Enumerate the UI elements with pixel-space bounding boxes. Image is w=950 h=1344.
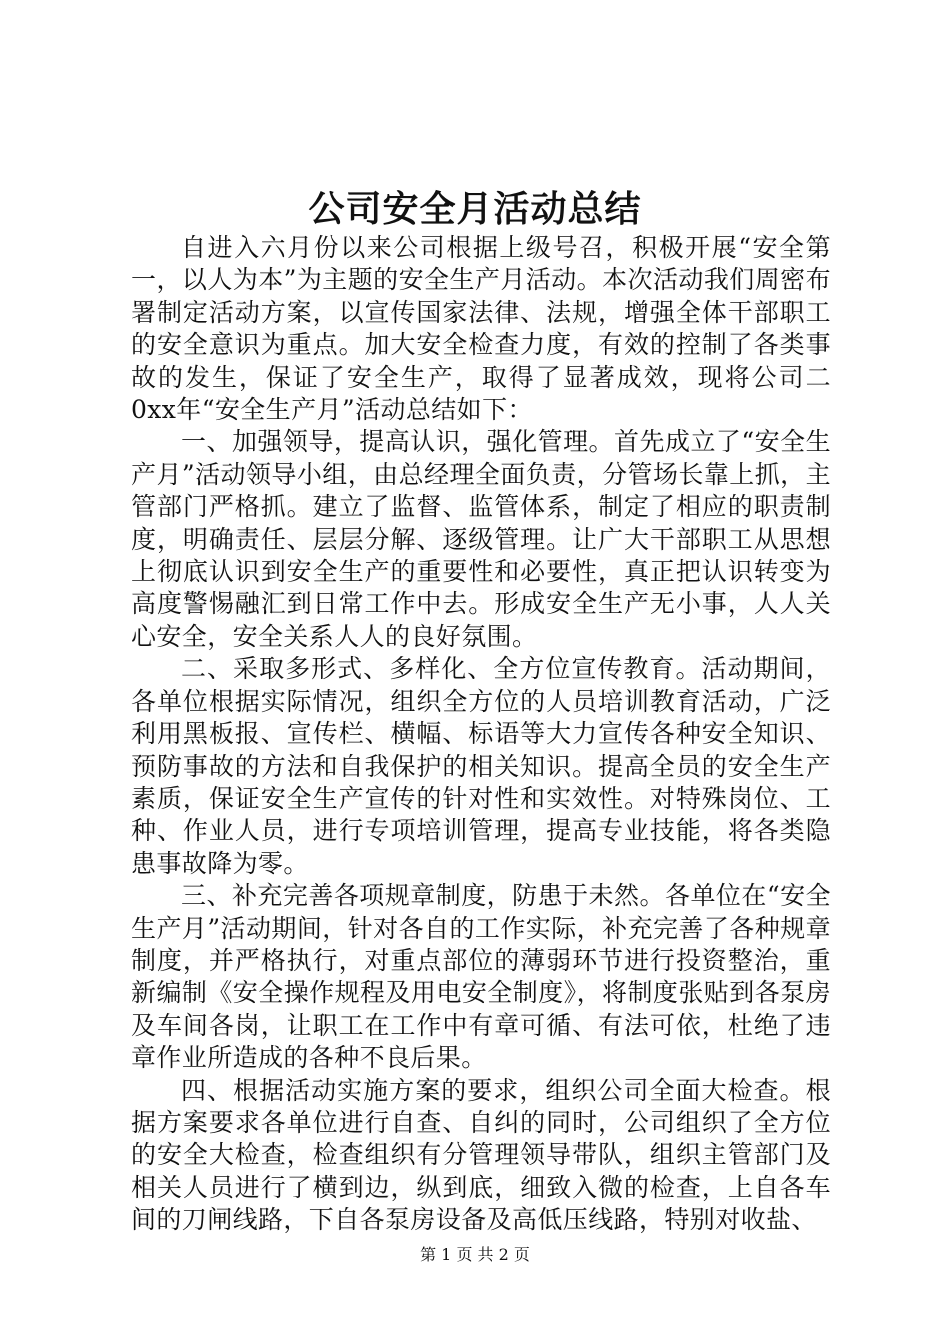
document-body bbox=[131, 232, 831, 1237]
paragraph-section-4: 四、根据活动实施方案的要求，组织公司全面大检查。根据方案要求各单位进行自查、自纠的同时，公司组织了全方位的安全大检查，检查组织有分管理领导带队，组织主管部门及相关人员进行了横到边，纵到底，细致入微的检查，上自各车间的刀闸线路，下自各泵房设备及高低压线路，特别对收盐、 bbox=[131, 1075, 831, 1235]
paragraph-section-1: 一、加强领导，提高认识，强化管理。首先成立了“安全生产月”活动领导小组，由总经理全面负责，分管场长靠上抓，主管部门严格抓。建立了监督、监管体系，制定了相应的职责制度，明确责任、层层分解、逐级管理。让广大干部职工从思想上彻底认识到安全生产的重要性和必要性，真正把认识转变为高度警惕融汇到日常工作中去。形成安全生产无小事，人人关心安全，安全关系人人的良好氛围。 bbox=[131, 427, 831, 651]
document-title: 公司安全月活动总结 bbox=[308, 188, 642, 230]
page-number-footer: 第 1 页 共 2 页 bbox=[420, 1245, 530, 1264]
paragraph-section-2: 二、采取多形式、多样化、全方位宣传教育。活动期间，各单位根据实际情况，组织全方位的人员培训教育活动，广泛利用黑板报、宣传栏、横幅、标语等大力宣传各种安全知识、预防事故的方法和自我保护的相关知识。提高全员的安全生产素质，保证安全生产宣传的针对性和实效性。对特殊岗位、工种、作业人员，进行专项培训管理，提高专业技能，将各类隐患事故降为零。 bbox=[131, 654, 831, 878]
paragraph-section-3: 三、补充完善各项规章制度，防患于未然。各单位在“安全生产月”活动期间，针对各自的工作实际，补充完善了各种规章制度，并严格执行，对重点部位的薄弱环节进行投资整治，重新编制《安全操作规程及用电安全制度》，将制度张贴到各泵房及车间各岗，让职工在工作中有章可循、有法可依，杜绝了违章作业所造成的各种不良后果。 bbox=[131, 881, 831, 1073]
paragraph-intro: 自进入六月份以来公司根据上级号召，积极开展“安全第一，以人为本”为主题的安全生产月活动。本次活动我们周密布署制定活动方案，以宣传国家法律、法规，增强全体干部职工的安全意识为重点。加大安全检查力度，有效的控制了各类事故的发生，保证了安全生产，取得了显著成效，现将公司二0xx年“安全生产月”活动总结如下： bbox=[131, 233, 831, 425]
